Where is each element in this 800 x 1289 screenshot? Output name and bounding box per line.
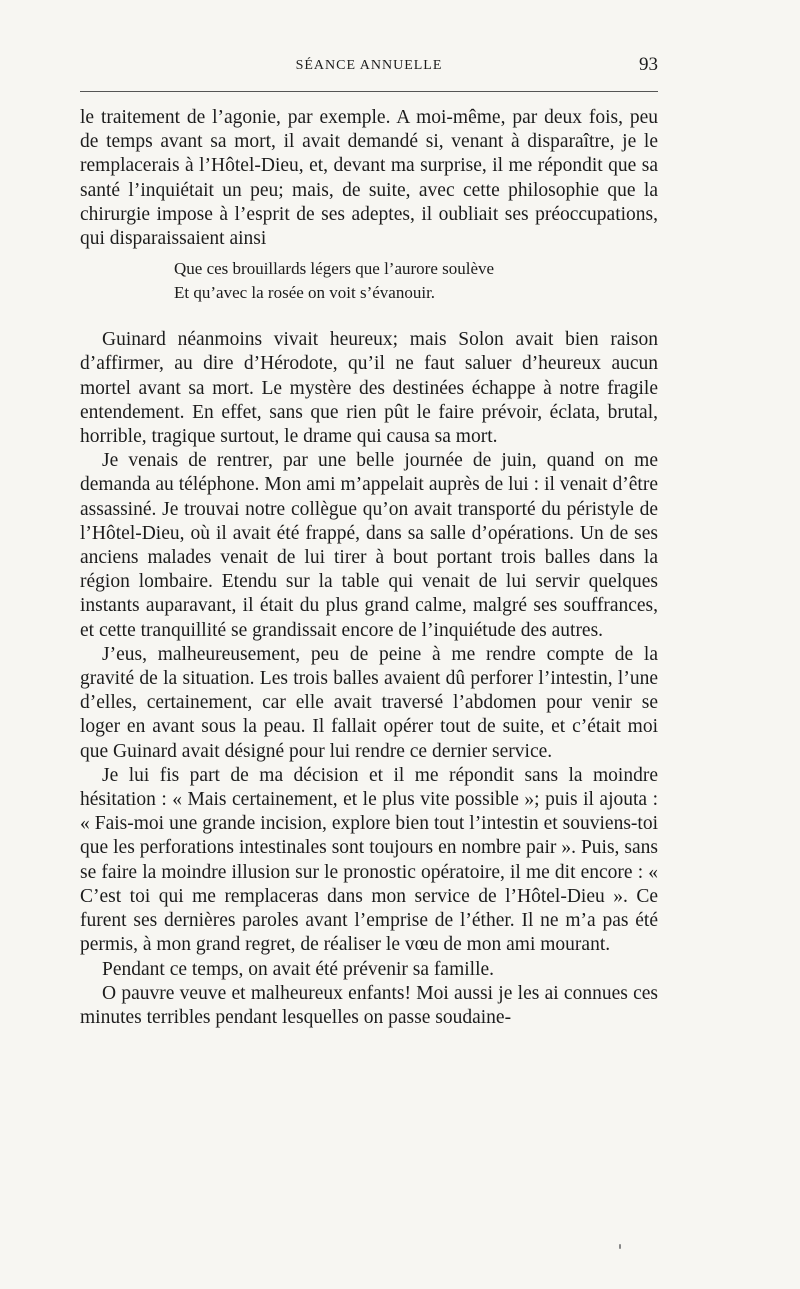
page-header — [80, 54, 658, 84]
running-title: SÉANCE ANNUELLE — [295, 58, 443, 73]
paragraph: Guinard néanmoins vivait heureux; mais Solon avait bien raison d’affirmer, au dire d’Hérodote, qu’il ne faut saluer d’heureux aucun mortel avant sa mort. Le mystère des destinées échappe à notre fragile entendement. En effet, sans que rien pût le faire prévoir, éclata, brutal, horrible, tragique surtout, le drame qui causa sa mort. — [80, 329, 658, 448]
paragraph: Pendant ce temps, on avait été prévenir sa famille. — [102, 958, 495, 980]
paragraph-opening: le traitement de l’agonie, par exemple. A moi-même, par deux fois, peu de temps avant sa mort, il avait demandé si, venant à disparaître, je le remplacerais à l’Hôtel-Dieu, et, devant ma surprise, il me répondit que sa santé l’inquiétait un peu; mais, de suite, avec cette philosophie que la chirurgie impose à l’esprit de ses adeptes, il oubliait ses préoccupations, qui disparaissaient ainsi — [80, 107, 658, 250]
body-text — [80, 106, 658, 1030]
paragraph: Je venais de rentrer, par une belle journée de juin, quand on me demanda au téléphone. Mon ami m’appelait auprès de lui : il venait d’être assassiné. Je trouvai notre collègue qu’on avait transporté du péristyle de l’Hôtel-Dieu, où il avait été frappé, dans sa salle d’opérations. Un de ses anciens malades venait de lui tirer à bout portant trois balles dans la région lombaire. Etendu sur la table qui venait de lui servir quelques instants auparavant, il était du plus grand calme, malgré ses souffrances, et cette tranquillité se grandissait encore de l’inquiétude des autres. — [80, 450, 658, 641]
page-number: 93 — [639, 54, 658, 75]
paragraph: J’eus, malheureusement, peu de peine à me rendre compte de la gravité de la situation. Les trois balles avaient dû perforer l’intestin, l’une d’elles, certainement, car elle avait traversé l’abdomen pour venir se loger en avant sous la peau. Il fallait opérer tout de suite, et c’était moi que Guinard avait désigné pour lui rendre ce dernier service. — [80, 643, 658, 762]
header-rule — [80, 91, 658, 92]
paragraph: O pauvre veuve et malheureux enfants! Moi aussi je les ai connues ces minutes terribles pendant lesquelles on passe soudaine- — [80, 982, 658, 1028]
paragraph: Je lui fis part de ma décision et il me répondit sans la moindre hésitation : « Mais certainement, et le plus vite possible »; puis il ajouta : « Fais-moi une grande incision, explore bien tout l’intestin et souviens-toi que les perforations intestinales sont toujours en nombre pair ». Puis, sans se faire la moindre illusion sur le pronostic opératoire, il me dit encore : « C’est toi qui me remplaceras dans mon service de l’Hôtel-Dieu ». Ce furent ses dernières paroles avant l’emprise de l’éther. Il ne m’a pas été permis, à mon grand regret, de réaliser le vœu de mon ami mourant. — [80, 764, 658, 956]
verse-line: Que ces brouillards légers que l’aurore soulève — [174, 259, 495, 279]
verse-line: Et qu’avec la rosée on voit s’évanouir. — [174, 283, 436, 303]
verse-quote — [174, 257, 658, 305]
paper-speck — [619, 1244, 621, 1249]
